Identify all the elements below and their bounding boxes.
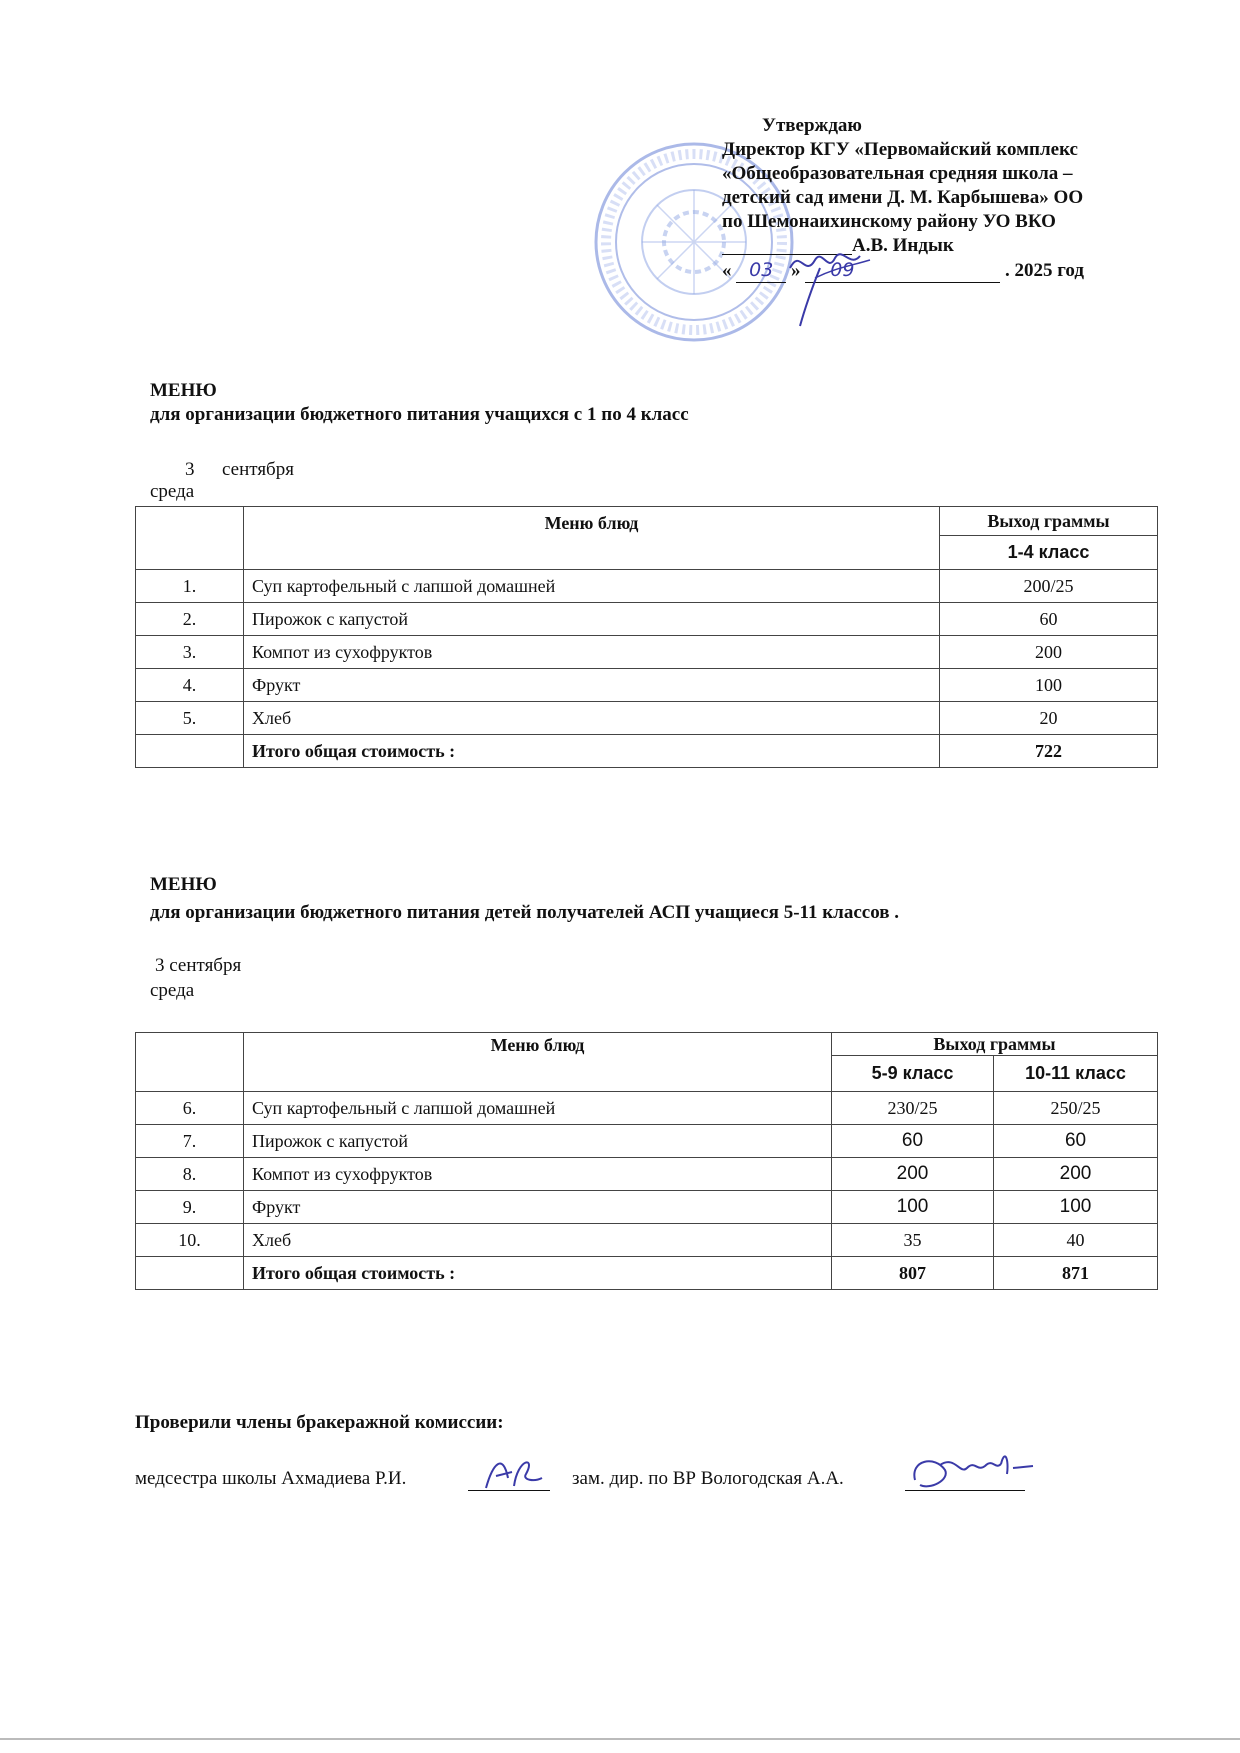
header-class-10-11: 10-11 класс [994, 1056, 1158, 1092]
deputy-signature [905, 1440, 1040, 1500]
table-row [136, 1224, 1158, 1257]
menu2-table [135, 1032, 1158, 1290]
header-dishes: Меню блюд [244, 1033, 832, 1092]
total-empty-cell [136, 735, 244, 768]
row-value: 60 [940, 603, 1158, 636]
approval-date-day: 03 [736, 258, 786, 283]
row-number: 8. [136, 1158, 244, 1191]
menu2-date: 3 сентября [155, 955, 242, 976]
total-label: Итого общая стоимость : [244, 1257, 832, 1290]
row-value-10-11: 60 [994, 1125, 1158, 1158]
row-number: 1. [136, 570, 244, 603]
scan-edge-line [0, 1738, 1240, 1740]
table-row [136, 636, 1158, 669]
date-quote-open: « [722, 260, 732, 281]
menu1-weekday: среда [150, 481, 195, 502]
row-dish: Фрукт [244, 669, 940, 702]
row-value-5-9: 100 [832, 1191, 994, 1224]
row-number: 3. [136, 636, 244, 669]
menu1-date-day: 3 [185, 459, 195, 480]
total-empty-cell [136, 1257, 244, 1290]
table-row [136, 570, 1158, 603]
table-header-row [136, 507, 1158, 536]
row-dish: Компот из сухофруктов [244, 1158, 832, 1191]
row-number: 2. [136, 603, 244, 636]
menu1-subtitle: для организации бюджетного питания учащихся с 1 по 4 класс [150, 404, 689, 425]
header-empty-cell [136, 507, 244, 570]
approval-line: по Шемонаихинскому району УО ВКО [722, 211, 1056, 232]
row-value: 100 [940, 669, 1158, 702]
row-dish: Компот из сухофруктов [244, 636, 940, 669]
approval-title: Утверждаю [762, 115, 862, 136]
menu2-weekday: среда [150, 980, 195, 1001]
menu2-subtitle: для организации бюджетного питания детей получателей АСП учащиеся 5-11 классов . [150, 902, 899, 923]
commission-title: Проверили члены бракеражной комиссии: [135, 1412, 504, 1433]
table-row [136, 1158, 1158, 1191]
approval-line: детский сад имени Д. М. Карбышева» ОО [722, 187, 1084, 208]
row-number: 10. [136, 1224, 244, 1257]
table-row [136, 702, 1158, 735]
nurse-signature [478, 1448, 548, 1498]
row-value: 200 [940, 636, 1158, 669]
row-value: 20 [940, 702, 1158, 735]
deputy-label: зам. дир. по ВР Вологодская А.А. [572, 1468, 844, 1489]
menu1-heading: МЕНЮ [150, 380, 217, 401]
table-row [136, 1125, 1158, 1158]
row-value-5-9: 60 [832, 1125, 994, 1158]
menu2-heading: МЕНЮ [150, 874, 217, 895]
row-dish: Суп картофельный с лапшой домашней [244, 570, 940, 603]
row-dish: Пирожок с капустой [244, 603, 940, 636]
approval-signer: А.В. Индык [852, 235, 954, 256]
table-row [136, 603, 1158, 636]
row-value-10-11: 40 [994, 1224, 1158, 1257]
row-dish: Фрукт [244, 1191, 832, 1224]
row-dish: Суп картофельный с лапшой домашней [244, 1092, 832, 1125]
row-number: 9. [136, 1191, 244, 1224]
table-header-row [136, 1033, 1158, 1056]
total-row [136, 1257, 1158, 1290]
row-value-5-9: 35 [832, 1224, 994, 1257]
row-number: 4. [136, 669, 244, 702]
date-quote-close: » [791, 260, 801, 281]
row-value-10-11: 200 [994, 1158, 1158, 1191]
header-empty-cell [136, 1033, 244, 1092]
approval-line: «Общеобразовательная средняя школа – [722, 163, 1073, 184]
row-value-10-11: 100 [994, 1191, 1158, 1224]
row-number: 5. [136, 702, 244, 735]
table-row [136, 669, 1158, 702]
approval-date-year: . 2025 год [1005, 260, 1084, 281]
header-output: Выход граммы [940, 507, 1158, 536]
header-output: Выход граммы [832, 1033, 1158, 1056]
table-row [136, 1191, 1158, 1224]
director-signature [780, 238, 880, 328]
row-value-10-11: 250/25 [994, 1092, 1158, 1125]
row-value: 200/25 [940, 570, 1158, 603]
row-number: 6. [136, 1092, 244, 1125]
row-value-5-9: 230/25 [832, 1092, 994, 1125]
row-number: 7. [136, 1125, 244, 1158]
row-dish: Хлеб [244, 702, 940, 735]
total-value-10-11: 871 [994, 1257, 1158, 1290]
row-dish: Хлеб [244, 1224, 832, 1257]
nurse-label: медсестра школы Ахмадиева Р.И. [135, 1468, 407, 1489]
row-dish: Пирожок с капустой [244, 1125, 832, 1158]
approval-date-month: 09 [805, 258, 1000, 283]
table-row [136, 1092, 1158, 1125]
header-class: 1-4 класс [940, 536, 1158, 570]
header-dishes: Меню блюд [244, 507, 940, 570]
total-value: 722 [940, 735, 1158, 768]
total-value-5-9: 807 [832, 1257, 994, 1290]
menu1-table [135, 506, 1158, 768]
approval-line: Директор КГУ «Первомайский комплекс [722, 139, 1078, 160]
row-value-5-9: 200 [832, 1158, 994, 1191]
total-row [136, 735, 1158, 768]
header-class-5-9: 5-9 класс [832, 1056, 994, 1092]
menu1-date-month: сентября [222, 459, 294, 480]
total-label: Итого общая стоимость : [244, 735, 940, 768]
